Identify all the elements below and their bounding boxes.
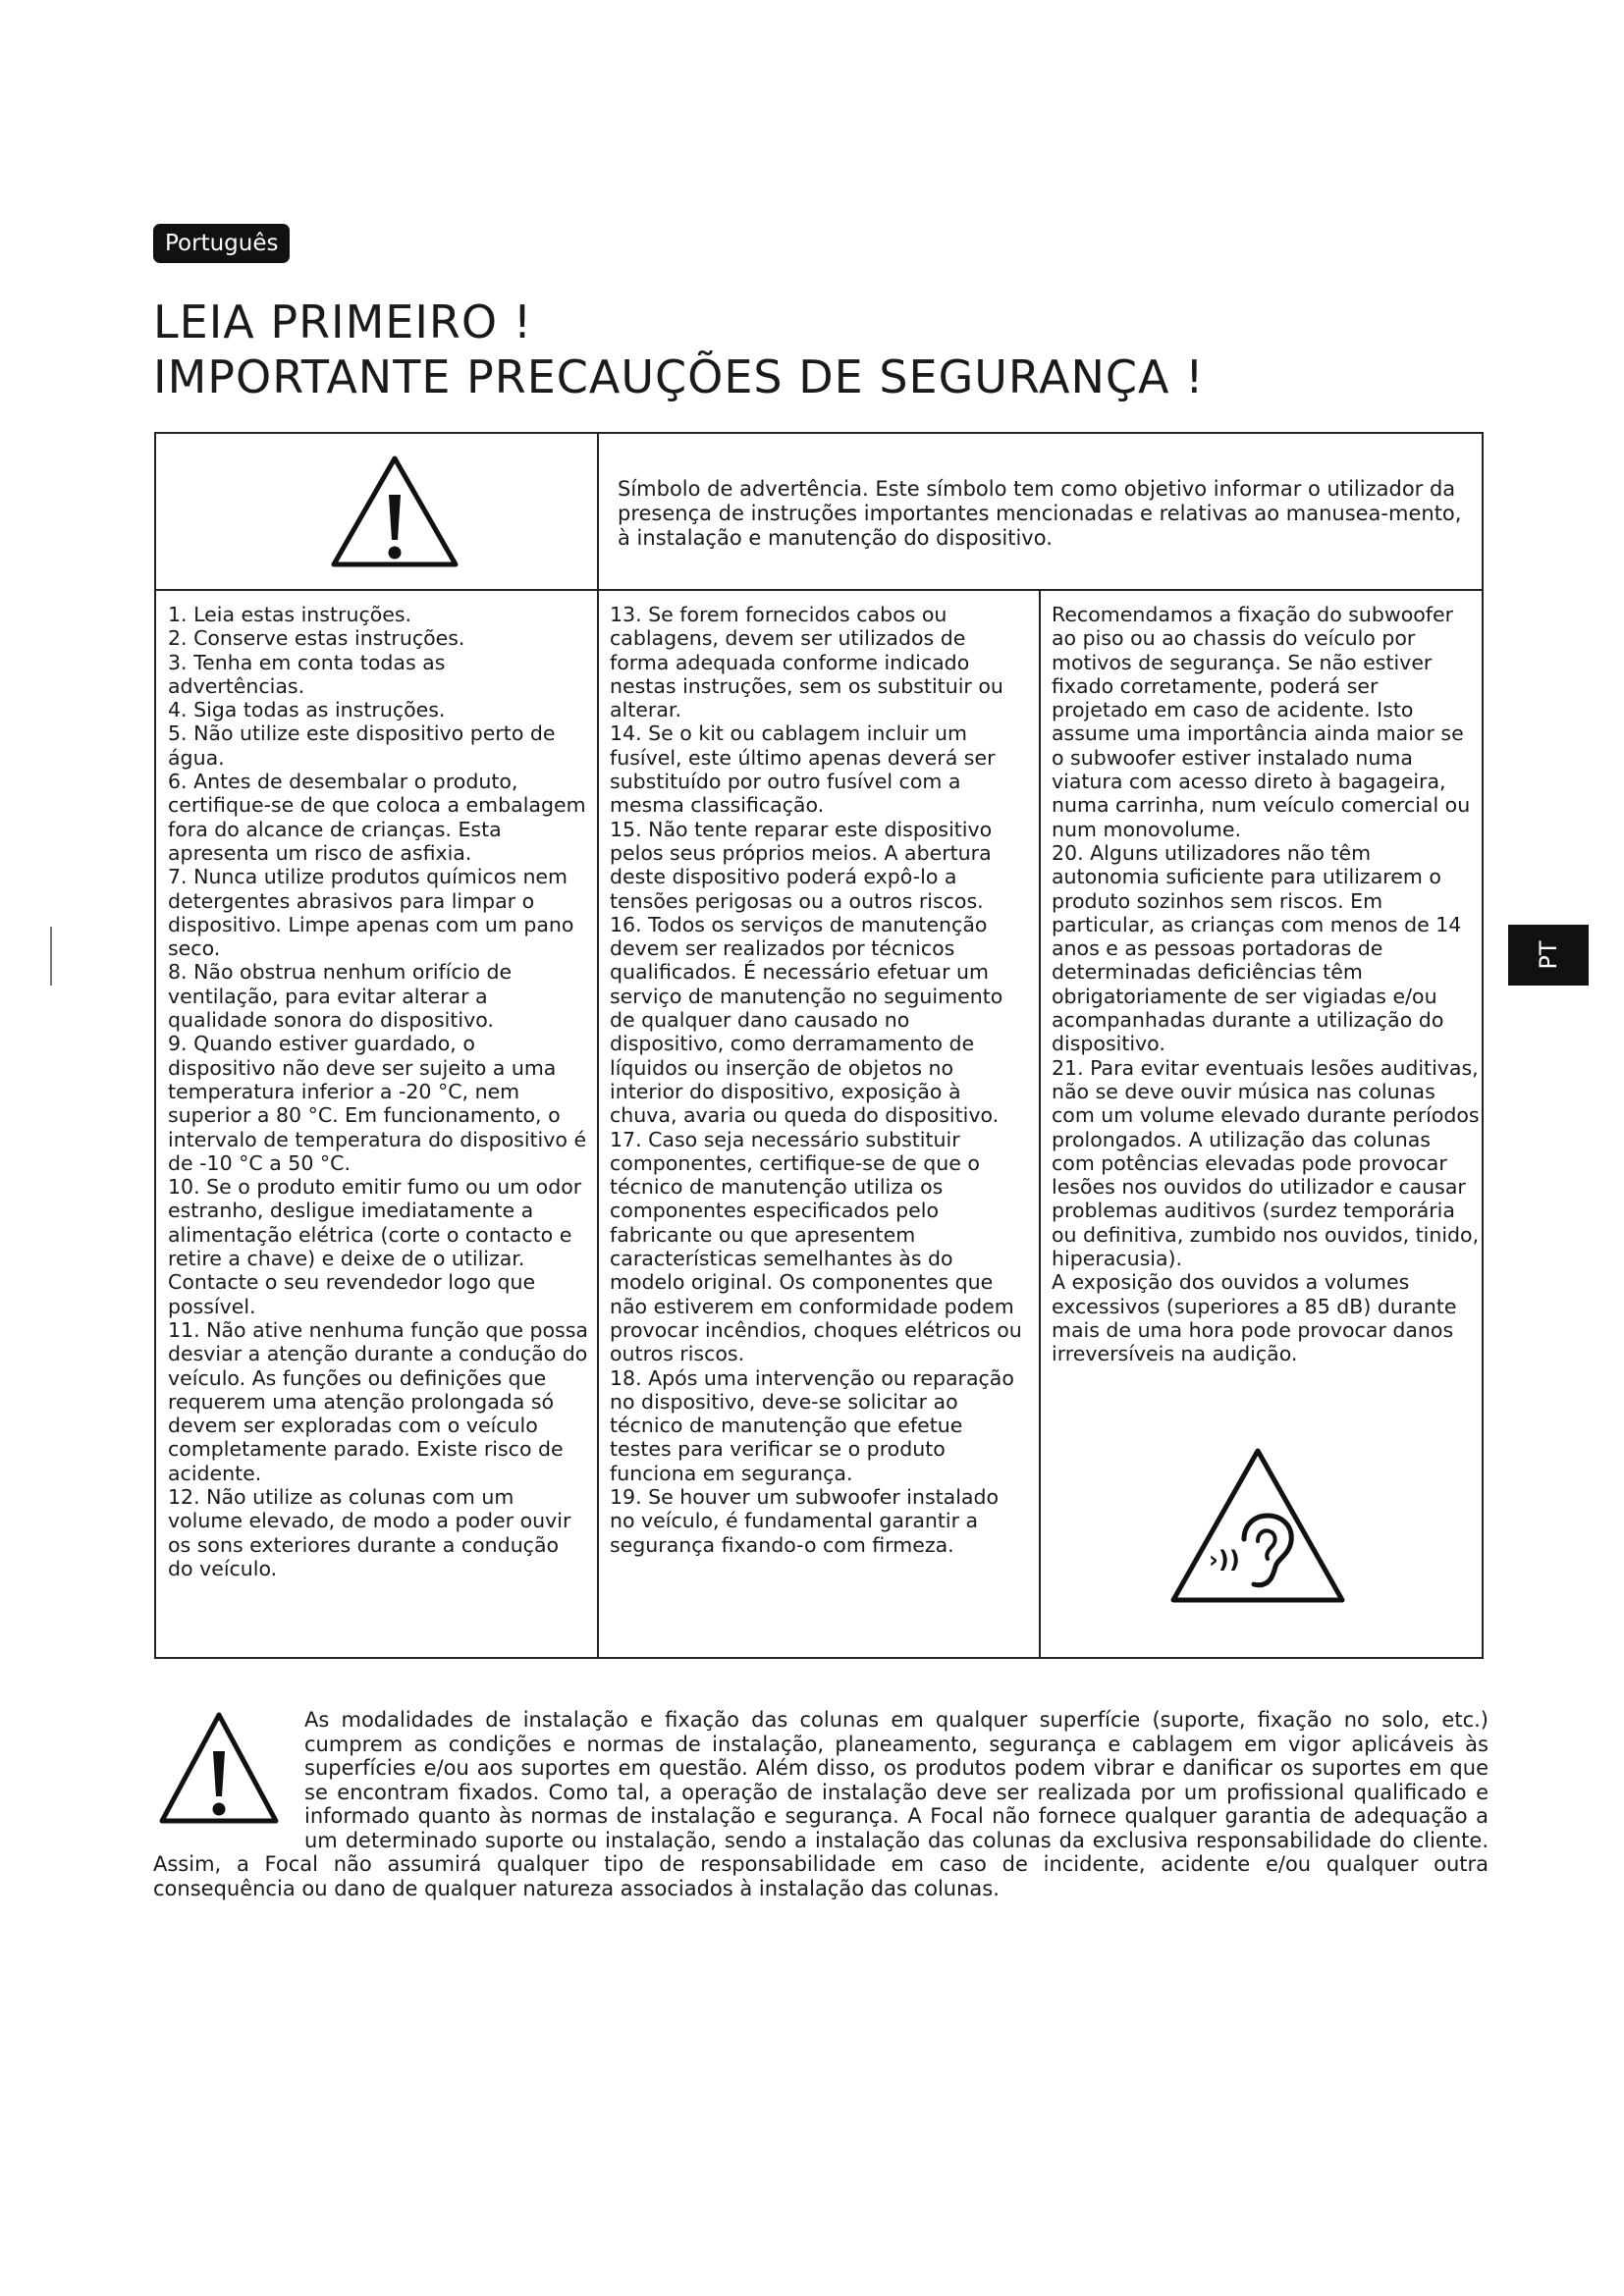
- language-side-tab: [1508, 925, 1589, 986]
- installation-note-text: As modalidades de instalação e fixação das colunas em qualquer superfície (suporte, fixação no solo, etc.) cumprem as condições e normas de instalação, planeamento, segurança e cablagem em vigor aplicáveis às superfícies e/ou aos suportes em questão. Além disso, os produtos podem vibrar e danificar os suportes em que se encontram fixados. Como tal, a operação de instalação deve ser realizada por um profissional qualificado e informado quanto às normas de instalação e segurança. A Focal não fornece qualquer garantia de adequação a um determinado suporte ou instalação, sendo a instalação das colunas da exclusiva responsabilidade do cliente. Assim, a Focal não assumirá qualquer tipo de responsabilidade em caso de incidente, acidente e/ou qualquer outra consequência ou dano de qualquer natureza associados à instalação das colunas.: [153, 1708, 1489, 1900]
- divider-top: [597, 434, 599, 591]
- icon-spacer: [153, 1708, 304, 1851]
- title-line-1: LEIA PRIMEIRO !: [153, 295, 533, 348]
- page-title: [153, 294, 1430, 404]
- warning-symbol-description: Símbolo de advertência. Este símbolo tem como objetivo informar o utilizador da presença de instruções importantes mencionadas e relativas ao manusea-mento, à instalação e manutenção do dispositivo.: [618, 477, 1462, 550]
- instructions-column-2: 13. Se forem fornecidos cabos ou cablagens, devem ser utilizados de forma adequada conforme indicado nestas instruções, sem os substituir ou alterar. 14. Se o kit ou cablagem incluir um fusível, este último apenas deverá ser substituído por outro fusível com a mesma classificação. 15. Não tente reparar este dispositivo pelos seus próprios meios. A abertura deste dispositivo poderá expô-lo a tensões perigosas ou a outros riscos. 16. Todos os serviços de manutenção devem ser realizados por técnicos qualificados. É necessário efetuar um serviço de manutenção no seguimento de qualquer dano causado no dispositivo, como derramamento de líquidos ou inserção de objetos no interior do dispositivo, exposição à chuva, avaria ou queda do dispositivo. 17. Caso seja necessário substituir componentes, certifique-se de que o técnico de manutenção utiliza os componentes especificados pelo fabricante ou que apresentem características semelhantes às do modelo original. Os componentes que não estiverem em conformidade podem provocar incêndios, choques elétricos ou outros riscos. 18. Após uma intervenção ou reparação no dispositivo, deve-se solicitar ao técnico de manutenção que efetue testes para verificar se o produto funciona em segurança. 19. Se houver um subwoofer instalado no veículo, é fundamental garantir a segurança fixando-o com firmeza.: [610, 603, 1022, 1557]
- language-badge: Português: [153, 224, 290, 263]
- instructions-column-1: 1. Leia estas instruções. 2. Conserve estas instruções. 3. Tenha em conta todas as advertências. 4. Siga todas as instruções. 5. Não utilize este dispositivo perto de água. 6. Antes de desembalar o produto, certifique-se de que coloca a embalagem fora do alcance de crianças. Esta apresenta um risco de asfixia. 7. Nunca utilize produtos químicos nem detergentes abrasivos para limpar o dispositivo. Limpe apenas com um pano seco. 8. Não obstrua nenhum orifício de ventilação, para evitar alterar a qualidade sonora do dispositivo. 9. Quando estiver guardado, o dispositivo não deve ser sujeito a uma temperatura inferior a -20 °C, nem superior a 80 °C. Em funcionamento, o intervalo de temperatura do dispositivo é de -10 °C a 50 °C. 10. Se o produto emitir fumo ou um odor estranho, desligue imediatamente a alimentação elétrica (corte o contacto e retire a chave) e deixe de o utilizar. Contacte o seu revendedor logo que possível. 11. Não ative nenhuma função que possa desviar a atenção durante a condução do veículo. As funções ou definições que requerem uma atenção prolongada só devem ser exploradas com o veículo completamente parado. Existe risco de acidente. 12. Não utilize as colunas com um volume elevado, de modo a poder ouvir os sons exteriores durante a condução do veículo.: [168, 603, 588, 1580]
- hearing-warning-icon: [1167, 1445, 1348, 1608]
- side-tab-label: PT: [1535, 940, 1562, 970]
- ear-sound-waves: ›)): [1209, 1546, 1240, 1574]
- divider-col-1: [597, 589, 599, 1657]
- title-line-2: IMPORTANTE PRECAUÇÕES DE SEGURANÇA !: [153, 350, 1205, 403]
- warning-triangle-icon: [329, 454, 460, 571]
- margin-mark: [50, 927, 52, 986]
- divider-horizontal: [156, 589, 1482, 591]
- instructions-column-3: Recomendamos a fixação do subwoofer ao piso ou ao chassis do veículo por motivos de segurança. Se não estiver fixado corretamente, poderá ser projetado em caso de acidente. Isto assume uma importância ainda maior se o subwoofer estiver instalado numa viatura com acesso direto à bagageira, numa carrinha, num veículo comercial ou num monovolume. 20. Alguns utilizadores não têm autonomia suficiente para utilizarem o produto sozinhos sem riscos. Em particular, as crianças com menos de 14 anos e as pessoas portadoras de determinadas deficiências têm obrigatoriamente de ser vigiadas e/ou acompanhadas durante a utilização do dispositivo. 21. Para evitar eventuais lesões auditivas, não se deve ouvir música nas colunas com um volume elevado durante períodos prolongados. A utilização das colunas com potências elevadas pode provocar lesões nos ouvidos do utilizador e causar problemas auditivos (surdez temporária ou definitiva, zumbido nos ouvidos, tinido, hiperacusia). A exposição dos ouvidos a volumes excessivos (superiores a 85 dB) durante mais de uma hora pode provocar danos irreversíveis na audição.: [1052, 603, 1480, 1366]
- safety-table: [154, 432, 1484, 1659]
- divider-col-2: [1039, 589, 1041, 1657]
- installation-note: [153, 1708, 1489, 1900]
